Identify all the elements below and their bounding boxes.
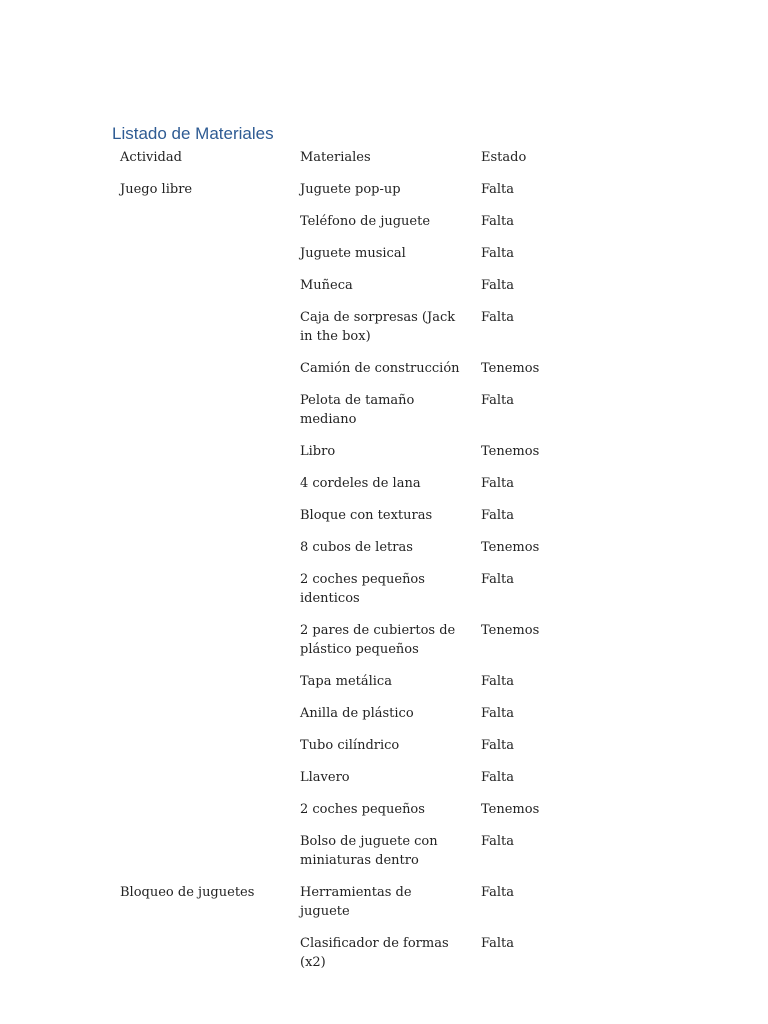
cell-actividad [112,735,292,767]
cell-estado: Falta [481,214,515,229]
cell-actividad [112,933,292,984]
cell-estado: Falta [481,572,515,587]
cell-material: Tubo cilíndrico [300,738,400,753]
table-body [112,179,572,984]
table-row [112,882,572,933]
table-row [112,473,572,505]
table-row [112,799,572,831]
table-row [112,211,572,243]
cell-actividad [112,211,292,243]
cell-material: Tapa metálica [300,674,392,689]
table-header-row [112,147,572,179]
table-row [112,703,572,735]
cell-actividad [112,671,292,703]
cell-estado: Falta [481,834,515,849]
cell-estado: Falta [481,885,515,900]
cell-actividad [112,441,292,473]
cell-actividad [112,703,292,735]
table-row [112,179,572,211]
table-row [112,569,572,620]
cell-actividad [112,275,292,307]
cell-actividad [112,307,292,358]
cell-material: Caja de sorpresas (Jack in the box) [300,310,456,344]
cell-material: Bolso de juguete con miniaturas dentro [300,834,438,868]
header-actividad: Actividad [120,150,182,165]
cell-material: Anilla de plástico [300,706,414,721]
cell-actividad: Juego libre [120,182,193,197]
table-row [112,620,572,671]
table-row [112,671,572,703]
cell-actividad [112,243,292,275]
table-row [112,275,572,307]
cell-estado: Falta [481,706,515,721]
cell-estado: Falta [481,278,515,293]
cell-estado: Falta [481,508,515,523]
cell-material: 2 pares de cubiertos de plástico pequeños [300,623,456,657]
cell-material: Camión de construcción [300,361,460,376]
cell-estado: Falta [481,246,515,261]
table-row [112,441,572,473]
table-row [112,307,572,358]
cell-material: Juguete musical [300,246,406,261]
materials-table [112,147,572,984]
cell-material: Teléfono de juguete [300,214,431,229]
cell-estado: Falta [481,674,515,689]
cell-estado: Falta [481,310,515,325]
cell-estado: Tenemos [481,361,540,376]
table-row [112,537,572,569]
cell-actividad [112,505,292,537]
cell-material: 8 cubos de letras [300,540,413,555]
cell-estado: Tenemos [481,623,540,638]
cell-material: Clasificador de formas (x2) [300,936,449,970]
cell-actividad [112,767,292,799]
header-estado: Estado [481,150,527,165]
cell-estado: Falta [481,476,515,491]
page-title: Listado de Materiales [112,124,274,143]
cell-actividad [112,620,292,671]
cell-actividad [112,358,292,390]
cell-material: Muñeca [300,278,353,293]
cell-actividad [112,390,292,441]
cell-actividad [112,537,292,569]
cell-material: Libro [300,444,336,459]
cell-material: Herramientas de juguete [300,885,412,919]
table-row [112,735,572,767]
table-row [112,933,572,984]
table-row [112,831,572,882]
cell-actividad [112,473,292,505]
cell-material: Llavero [300,770,350,785]
cell-estado: Falta [481,936,515,951]
header-materiales: Materiales [300,150,371,165]
cell-actividad [112,569,292,620]
cell-estado: Tenemos [481,540,540,555]
cell-estado: Tenemos [481,802,540,817]
cell-actividad: Bloqueo de juguetes [120,885,255,900]
cell-material: 2 coches pequeños [300,802,425,817]
cell-material: Juguete pop-up [300,182,401,197]
cell-estado: Tenemos [481,444,540,459]
cell-actividad [112,831,292,882]
table-row [112,243,572,275]
cell-actividad [112,799,292,831]
cell-material: Bloque con texturas [300,508,433,523]
table-row [112,767,572,799]
cell-material: Pelota de tamaño mediano [300,393,415,427]
table-row [112,505,572,537]
table-row [112,358,572,390]
cell-material: 2 coches pequeños identicos [300,572,425,606]
cell-estado: Falta [481,182,515,197]
cell-estado: Falta [481,770,515,785]
table-row [112,390,572,441]
cell-material: 4 cordeles de lana [300,476,421,491]
cell-estado: Falta [481,738,515,753]
cell-estado: Falta [481,393,515,408]
